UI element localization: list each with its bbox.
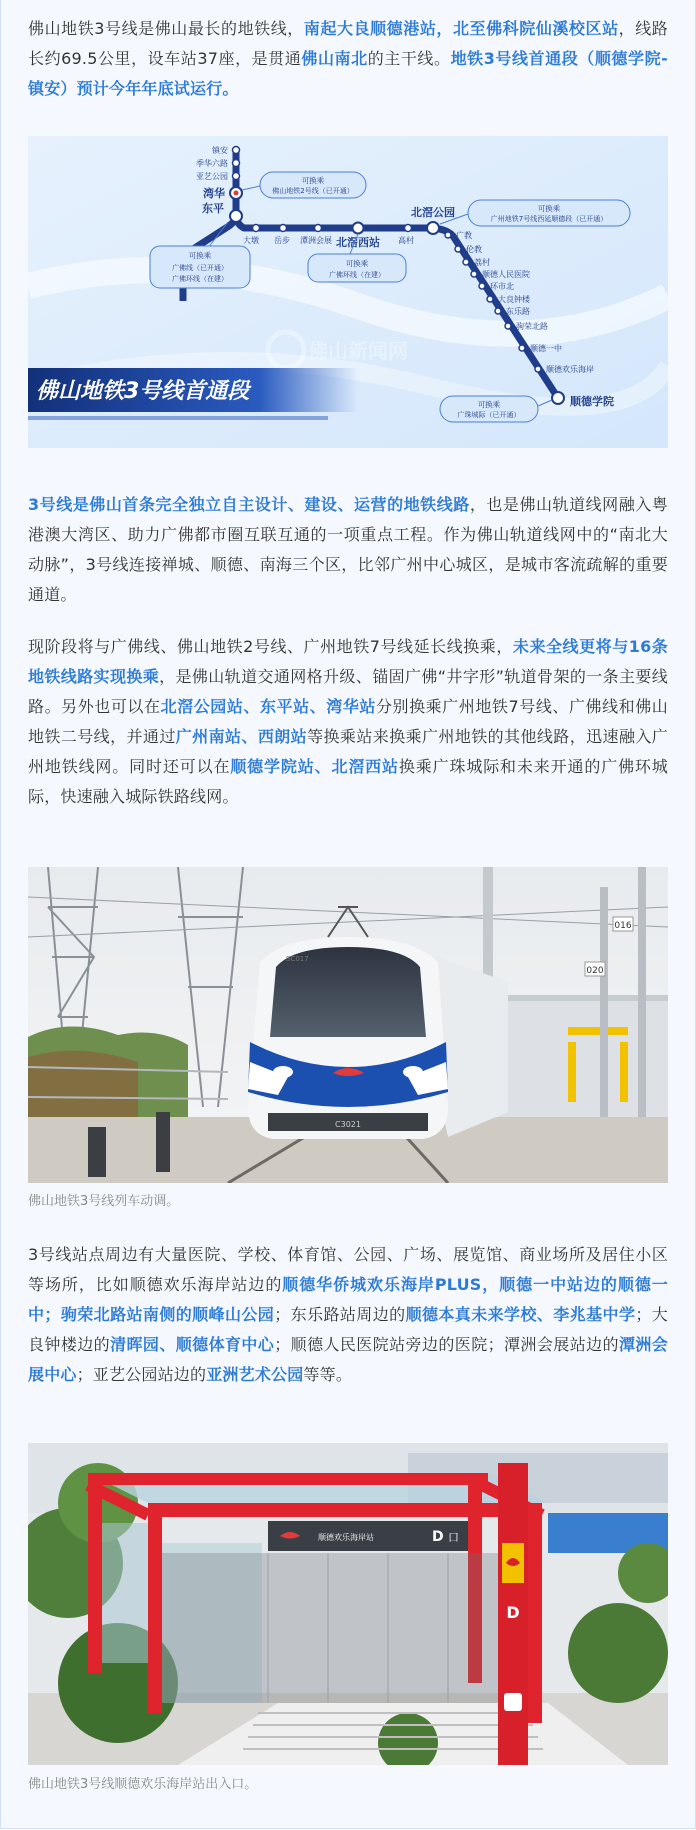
highlight-text: 顺德华侨城欢乐海岸PLUS，顺德一中站边的顺德一中；驹荣北路站南侧的顺峰山公园	[28, 1275, 668, 1324]
car-code: SC017	[286, 955, 309, 963]
watermark-text: 佛山新闻网	[308, 339, 408, 363]
station-label: 顺德人民医院	[482, 270, 530, 279]
paragraph-significance	[28, 490, 668, 610]
car-number: C3021	[335, 1120, 361, 1129]
station-label: 镇安	[212, 146, 228, 155]
headlight	[273, 1066, 293, 1078]
interchange-core	[234, 191, 239, 196]
highlight-text: 北滘公园站、东平站、湾华站	[160, 697, 376, 716]
text: ，是佛山轨道交通网格升级、锚固广佛“井字形”轨道骨架的一条主要线路。另外也可以在	[28, 667, 668, 716]
totem-letter: D	[506, 1603, 520, 1622]
entrance-station-name: 顺德欢乐海岸站	[318, 1533, 374, 1542]
station-label-wanhua: 湾华	[203, 187, 225, 200]
line3-map	[28, 136, 668, 448]
station-label: 大良钟楼	[498, 295, 530, 304]
terminal-dot	[552, 392, 564, 404]
highlight-text: 潭洲会展中心	[28, 1335, 668, 1384]
train-photo	[28, 867, 668, 1183]
headlight	[403, 1066, 423, 1078]
station-dot	[233, 160, 240, 167]
station-label: 环市北	[490, 282, 514, 291]
station-label: 季华六路	[196, 159, 228, 168]
entrance-letter: D	[432, 1529, 444, 1545]
station-label: 顺德欢乐海岸	[546, 365, 594, 374]
text: ；东乐路站周边的	[274, 1305, 406, 1324]
station-dot	[405, 225, 412, 232]
station-label-dongping: 东平	[202, 202, 224, 215]
text: ；顺德人民医院站旁边的医院；潭洲会展站边的	[274, 1335, 619, 1354]
train-illustration	[28, 867, 668, 1183]
transfer-line: 广佛环线（在建）	[172, 275, 228, 283]
highlight-text: 3号线是佛山首条完全独立自主设计、建设、运营的地铁线路	[28, 495, 470, 514]
entrance-exit-text: 口	[448, 1531, 459, 1544]
station-label: 岳步	[274, 236, 290, 245]
transfer-line: 广佛线（已开通）	[172, 264, 228, 272]
text: ，线路长约69.5公里，设车站37座，是贯通	[28, 19, 668, 68]
interchange-dot	[427, 222, 439, 234]
photo-caption: 佛山地铁3号线列车动调。	[28, 1194, 180, 1209]
transfer-label: 可换乘	[345, 259, 369, 268]
highlight-text: 未来全线更将与16条地铁线路实现换乘	[28, 637, 668, 686]
transfer-label: 可换乘	[188, 251, 212, 260]
transfer-line: 广佛环线（在建）	[329, 271, 385, 279]
station-dot	[233, 173, 240, 180]
caption-train	[28, 1192, 668, 1212]
text: 等换乘站来换乘广州地铁的其他线路，迅速融入广州地铁线网。同时还可以在	[28, 727, 668, 776]
intro-paragraph	[28, 14, 668, 104]
text: 3号线站点周边有大量医院、学校、体育馆、公园、广场、展览馆、商业场所及居住小区等场所，比如顺德欢乐海岸站边的	[28, 1245, 668, 1294]
station-label: 顺德一中	[530, 344, 562, 353]
pole-number: 020	[586, 966, 604, 976]
text: 佛山地铁3号线是佛山最长的地铁线，	[28, 19, 304, 38]
paragraph-amenities	[28, 1240, 668, 1390]
text: 等等。	[303, 1365, 353, 1384]
station-label: 广教	[456, 231, 472, 240]
station-dot	[233, 147, 240, 154]
transfer-label: 可换乘	[537, 204, 561, 213]
entrance-photo	[28, 1443, 668, 1765]
station-label: 亚艺公园	[196, 172, 228, 181]
highlight-text: 地铁3号线首通段（顺德学院-镇安）预计今年年底试运行。	[28, 49, 668, 98]
highlight-text: 顺德本真未来学校、李兆基中学	[405, 1305, 636, 1324]
paragraph-transfers	[28, 632, 668, 812]
transfer-label: 可换乘	[477, 400, 501, 409]
text: 现阶段将与广佛线、佛山地铁2号线、广州地铁7号线延长线换乘，	[28, 637, 513, 656]
station-label: 伦教	[466, 245, 482, 254]
highlight-text: 广州南站、西朗站	[175, 727, 308, 746]
station-label-beijiaoxi: 北滘西站	[336, 236, 380, 249]
station-label: 高村	[398, 236, 414, 245]
station-dot	[280, 225, 287, 232]
highlight-text: 佛山南北	[301, 49, 368, 68]
highlight-text: 南起大良顺德港站，北至佛科院仙溪校区站	[303, 19, 619, 38]
highlight-text: 亚洲艺术公园	[206, 1365, 304, 1384]
transfer-line: 佛山地铁2号线（已开通）	[272, 187, 354, 195]
caption-entrance	[28, 1775, 668, 1795]
text: ，也是佛山轨道线网融入粤港澳大湾区、助力广佛都市圈互联互通的一项重点工程。作为佛山轨道线网中的“南北大动脉”，3号线连接禅城、顺德、南海三个区，比邻广州中心城区，是城市客流疏解的重要通道。	[28, 495, 668, 604]
entrance-illustration	[28, 1443, 668, 1765]
interchange-dot	[230, 210, 242, 222]
station-label: 潭洲会展	[300, 236, 332, 245]
transfer-line: 广州地铁7号线西延顺德段（已开通）	[490, 215, 608, 223]
station-dot	[315, 225, 322, 232]
entrance-totem	[498, 1463, 528, 1765]
station-label: 东乐路	[506, 307, 530, 316]
text: ；亚艺公园站边的	[76, 1365, 207, 1384]
text: 分别换乘广州地铁7号线、广佛线和佛山地铁二号线，并通过	[28, 697, 668, 746]
line3-map-image	[28, 136, 668, 448]
photo-caption: 佛山地铁3号线顺德欢乐海岸站出入口。	[28, 1777, 258, 1792]
pole-number: 016	[614, 921, 632, 931]
transfer-label: 可换乘	[301, 176, 325, 185]
station-label-terminal: 顺德学院	[570, 395, 614, 408]
station-label-beijiao-park: 北滘公园	[411, 206, 455, 219]
highlight-text: 顺德学院站、北滘西站	[230, 757, 399, 776]
station-label: 大墩	[243, 236, 259, 245]
text: 换乘广珠城际和未来开通的广佛环城际，快速融入城际铁路线网。	[28, 757, 668, 806]
transfer-line: 广珠城际（已开通）	[457, 411, 521, 419]
text: 的主干线。	[367, 49, 451, 68]
station-dot	[253, 225, 260, 232]
station-label: 荔村	[474, 258, 490, 267]
map-banner-title: 佛山地铁3号线首通段	[36, 379, 250, 404]
text: ；大良钟楼边的	[28, 1305, 668, 1354]
station-label: 驹荣北路	[516, 322, 548, 331]
interchange-dot	[353, 223, 364, 234]
highlight-text: 清晖园、顺德体育中心	[110, 1335, 275, 1354]
